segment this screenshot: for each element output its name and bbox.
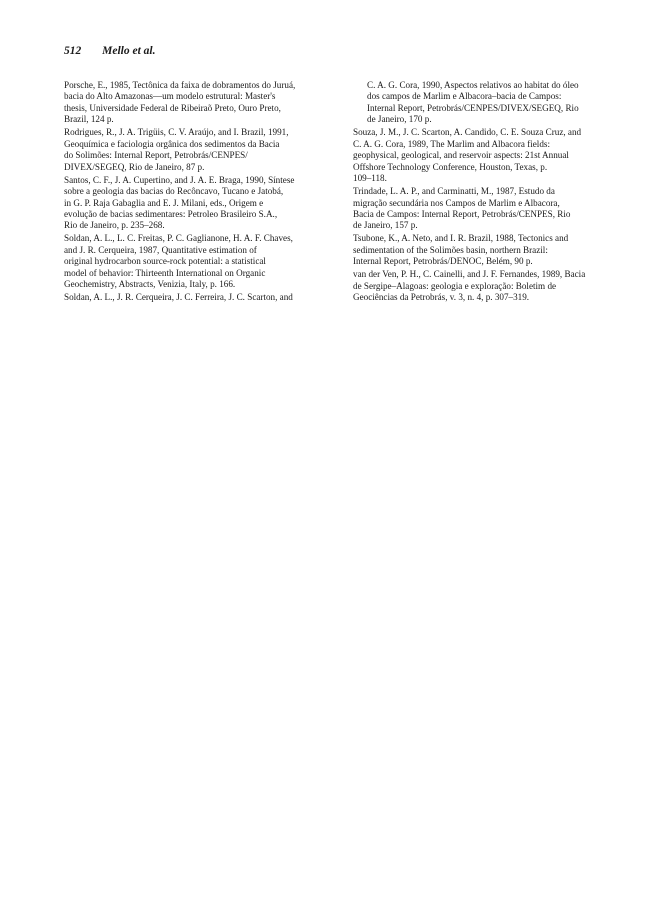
reference-line: Geoquímica e faciologia orgânica dos sedimentos da Bacia <box>64 138 280 149</box>
reference-line: C. A. G. Cora, 1990, Aspectos relativos ao habitat do óleo <box>367 80 579 90</box>
reference-line: in G. P. Raja Gabaglia and E. J. Milani, eds., Origem e <box>64 197 264 208</box>
reference-line: bacia do Alto Amazonas—um modelo estrutural: Master's <box>64 91 276 102</box>
reference-line: Rio de Janeiro, p. 235–268. <box>64 220 165 231</box>
reference-line: van der Ven, P. H., C. Cainelli, and J. F. Fernandes, 1989, Bacia <box>353 269 586 280</box>
reference-line: migração secundária nos Campos de Marlim e Albacora, <box>353 197 560 208</box>
reference-entry <box>64 233 328 290</box>
reference-line: Tsubone, K., A. Neto, and I. R. Brazil, 1988, Tectonics and <box>353 233 569 244</box>
reference-line: model of behavior: Thirteenth International on Organic <box>64 267 266 278</box>
reference-line: Internal Report, Petrobrás/CENPES/DIVEX/SEGEQ, Rio <box>367 102 579 113</box>
reference-line: de Sergipe–Alagoas: geologia e exploração: Boletim de <box>353 280 557 291</box>
running-title: Mello et al. <box>102 45 156 57</box>
reference-entry <box>64 127 328 173</box>
reference-entry <box>64 80 328 126</box>
page-number: 512 <box>64 45 82 57</box>
reference-line: sedimentation of the Solimões basin, northern Brazil: <box>353 244 548 255</box>
reference-line: C. A. G. Cora, 1989, The Marlim and Albacora fields: <box>353 138 550 149</box>
reference-line: Brazil, 124 p. <box>64 114 114 125</box>
reference-line: de Janeiro, 170 p. <box>367 114 432 125</box>
references-right-column <box>353 80 612 305</box>
reference-line: Geochemistry, Abstracts, Venizia, Italy, p. 166. <box>64 279 236 290</box>
reference-line: original hydrocarbon source-rock potential: a statistical <box>64 256 266 267</box>
reference-line: Bacia de Campos: Internal Report, Petrobrás/CENPES, Rio <box>353 208 571 219</box>
reference-line: Soldan, A. L., L. C. Freitas, P. C. Gaglianone, H. A. F. Chaves, <box>64 233 293 244</box>
reference-line: dos campos de Marlim e Albacora–bacia de Campos: <box>367 91 562 102</box>
references-left-column <box>64 80 328 305</box>
reference-entry-continued <box>353 80 612 126</box>
running-header <box>64 45 155 57</box>
reference-line: Souza, J. M., J. C. Scarton, A. Candido, C. E. Souza Cruz, and <box>353 127 582 138</box>
reference-line: de Janeiro, 157 p. <box>353 220 418 231</box>
reference-line: evolução de bacias sedimentares: Petroleo Brasileiro S.A., <box>64 208 278 219</box>
reference-line: and J. R. Cerqueira, 1987, Quantitative estimation of <box>64 244 257 255</box>
reference-line: Soldan, A. L., J. R. Cerqueira, J. C. Ferreira, J. C. Scarton, and <box>64 292 293 303</box>
reference-line: Rodrigues, R., J. A. Trigüis, C. V. Araújo, and I. Brazil, 1991, <box>64 127 289 138</box>
reference-entry <box>64 292 328 303</box>
reference-line: Porsche, E., 1985, Tectônica da faixa de dobramentos do Juruá, <box>64 80 296 90</box>
reference-entry <box>353 233 612 267</box>
reference-entry <box>64 175 328 232</box>
reference-line: Santos, C. F., J. A. Cupertino, and J. A. E. Braga, 1990, Síntese <box>64 174 295 185</box>
reference-line: do Solimões: Internal Report, Petrobrás/CENPES/ <box>64 150 248 161</box>
reference-line: Internal Report, Petrobrás/DENOC, Belém, 90 p. <box>353 256 533 267</box>
reference-line: Offshore Technology Conference, Houston, Texas, p. <box>353 161 548 172</box>
reference-line: geophysical, geological, and reservoir aspects: 21st Annual <box>353 150 569 161</box>
reference-line: DIVEX/SEGEQ, Rio de Janeiro, 87 p. <box>64 161 205 172</box>
reference-entry <box>353 186 612 232</box>
reference-line: sobre a geologia das bacias do Recôncavo, Tucano e Jatobá, <box>64 186 284 197</box>
reference-entry <box>353 269 612 303</box>
reference-line: thesis, Universidade Federal de Ribeiraõ Preto, Ouro Preto, <box>64 102 281 113</box>
reference-line: Geociências da Petrobrás, v. 3, n. 4, p. 307–319. <box>353 292 530 303</box>
reference-entry <box>353 127 612 184</box>
reference-line: 109–118. <box>353 173 387 184</box>
reference-line: Trindade, L. A. P., and Carminatti, M., 1987, Estudo da <box>353 186 555 197</box>
